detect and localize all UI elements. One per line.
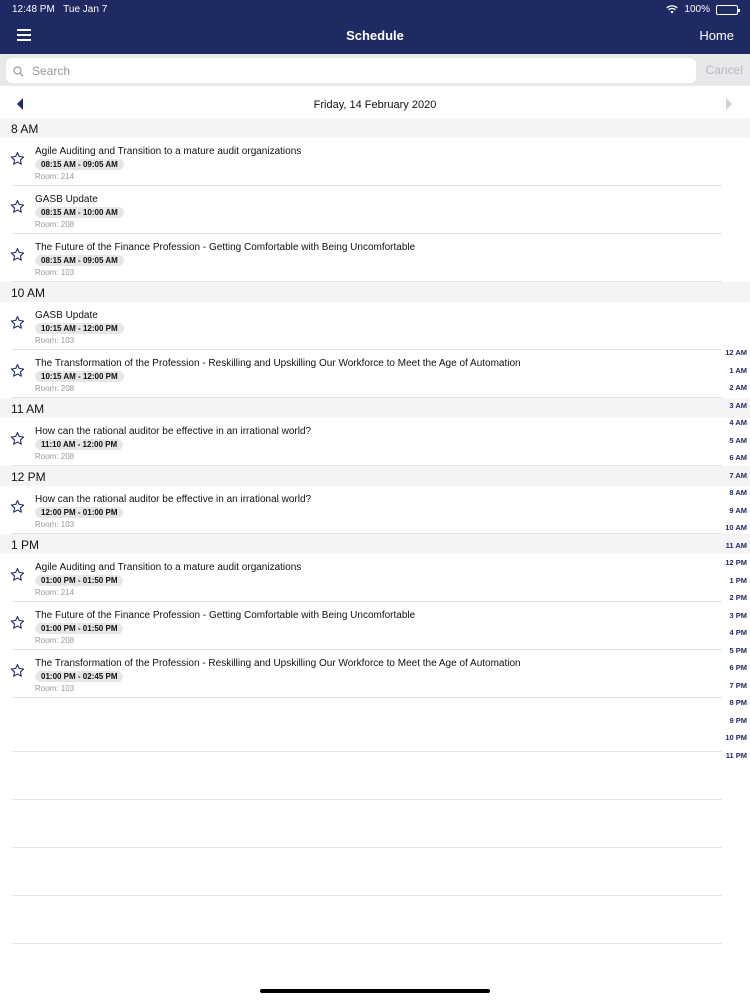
status-date: Tue Jan 7 xyxy=(63,4,108,15)
session-title: Agile Auditing and Transition to a mature audit organizations xyxy=(35,562,302,573)
current-date: Friday, 14 February 2020 xyxy=(313,99,437,111)
empty-row xyxy=(12,800,722,848)
page-title: Schedule xyxy=(346,28,404,43)
star-icon[interactable] xyxy=(10,567,25,587)
session-title: The Future of the Finance Profession - Getting Comfortable with Being Uncomfortable xyxy=(35,242,416,253)
battery-percent: 100% xyxy=(684,4,710,15)
session-time: 10:15 AM - 12:00 PM xyxy=(35,371,124,382)
hour-index-item[interactable]: 9 PM xyxy=(729,715,747,725)
star-icon[interactable] xyxy=(10,431,25,451)
section-header: 1 PM xyxy=(0,534,750,554)
search-bar xyxy=(0,54,750,86)
session-title: The Future of the Finance Profession - Getting Comfortable with Being Uncomfortable xyxy=(35,610,416,621)
row-divider xyxy=(12,465,722,466)
session-row[interactable] xyxy=(0,350,750,398)
star-icon[interactable] xyxy=(10,199,25,219)
section-header: 12 PM xyxy=(0,466,750,486)
session-row[interactable] xyxy=(0,554,750,602)
session-row[interactable] xyxy=(0,418,750,466)
star-icon[interactable] xyxy=(10,315,25,335)
session-room: Room: 103 xyxy=(35,684,75,693)
section-header: 8 AM xyxy=(0,118,750,138)
session-time: 01:00 PM - 02:45 PM xyxy=(35,671,123,682)
star-icon[interactable] xyxy=(10,151,25,171)
empty-rows xyxy=(0,704,750,944)
hour-index-item[interactable]: 11 PM xyxy=(725,750,747,760)
nav-bar xyxy=(0,18,750,54)
hour-index-item[interactable]: 8 AM xyxy=(729,488,747,497)
session-room: Room: 103 xyxy=(35,268,75,277)
row-divider xyxy=(12,533,722,534)
session-time: 08:15 AM - 09:05 AM xyxy=(35,255,124,266)
star-icon[interactable] xyxy=(10,247,25,267)
session-row[interactable] xyxy=(0,234,750,282)
battery-icon xyxy=(716,5,738,15)
session-time: 10:15 AM - 12:00 PM xyxy=(35,323,124,334)
hour-index-item[interactable]: 11 AM xyxy=(725,540,747,550)
section-header: 11 AM xyxy=(0,398,750,418)
hour-index-item[interactable]: 9 AM xyxy=(729,505,747,515)
session-title: How can the rational auditor be effective in an irrational world? xyxy=(35,426,312,437)
session-row[interactable] xyxy=(0,602,750,650)
session-room: Room: 208 xyxy=(35,636,75,645)
session-room: Room: 214 xyxy=(35,172,75,181)
hour-index-item[interactable]: 3 PM xyxy=(729,610,747,620)
empty-row xyxy=(12,848,722,896)
session-room: Room: 103 xyxy=(35,520,75,529)
cancel-button[interactable]: Cancel xyxy=(705,63,743,77)
empty-row xyxy=(12,704,722,752)
hour-index-item[interactable]: 10 AM xyxy=(725,523,747,532)
star-icon[interactable] xyxy=(10,615,25,635)
hour-index-item[interactable]: 4 PM xyxy=(729,628,747,637)
session-time: 12:00 PM - 01:00 PM xyxy=(35,507,123,518)
hour-index-item[interactable]: 12 PM xyxy=(725,558,747,567)
session-row[interactable] xyxy=(0,302,750,350)
hour-index-item[interactable]: 6 PM xyxy=(729,663,747,672)
wifi-icon xyxy=(666,5,678,14)
hour-index xyxy=(719,344,747,764)
hour-index-item[interactable]: 6 AM xyxy=(729,453,747,462)
hour-index-item[interactable]: 2 AM xyxy=(729,383,747,392)
hour-index-item[interactable]: 4 AM xyxy=(729,418,747,427)
hour-index-item[interactable]: 1 PM xyxy=(729,575,747,585)
session-title: How can the rational auditor be effective in an irrational world? xyxy=(35,494,312,505)
session-row[interactable] xyxy=(0,650,750,698)
session-time: 08:15 AM - 09:05 AM xyxy=(35,159,124,170)
hour-index-item[interactable]: 5 PM xyxy=(729,645,747,655)
status-bar xyxy=(0,0,750,18)
session-title: The Transformation of the Profession - Reskilling and Upskilling Our Workforce to Meet the Age of Automation xyxy=(35,658,521,669)
session-row[interactable] xyxy=(0,186,750,234)
next-day-arrow-icon[interactable] xyxy=(726,98,732,110)
session-title: Agile Auditing and Transition to a mature audit organizations xyxy=(35,146,302,157)
empty-row xyxy=(12,752,722,800)
session-time: 11:10 AM - 12:00 PM xyxy=(35,439,123,450)
star-icon[interactable] xyxy=(10,499,25,519)
hour-index-item[interactable]: 5 AM xyxy=(729,435,747,445)
session-row[interactable] xyxy=(0,486,750,534)
star-icon[interactable] xyxy=(10,663,25,683)
home-button[interactable]: Home xyxy=(699,28,734,43)
empty-row xyxy=(12,896,722,944)
row-divider xyxy=(12,281,722,282)
hour-index-item[interactable]: 7 AM xyxy=(729,470,747,480)
search-input[interactable] xyxy=(32,58,682,83)
session-time: 01:00 PM - 01:50 PM xyxy=(35,575,123,586)
hour-index-item[interactable]: 8 PM xyxy=(729,698,747,707)
session-room: Room: 208 xyxy=(35,452,75,461)
session-time: 08:15 AM - 10:00 AM xyxy=(35,207,124,218)
row-divider xyxy=(12,697,722,698)
hour-index-item[interactable]: 12 AM xyxy=(725,348,747,357)
hour-index-item[interactable]: 2 PM xyxy=(729,593,747,602)
search-field[interactable] xyxy=(6,58,696,83)
session-title: GASB Update xyxy=(35,310,98,321)
session-title: GASB Update xyxy=(35,194,98,205)
date-navigator xyxy=(0,92,750,118)
row-divider xyxy=(12,397,722,398)
session-title: The Transformation of the Profession - Reskilling and Upskilling Our Workforce to Meet the Age of Automation xyxy=(35,358,521,369)
session-room: Room: 208 xyxy=(35,384,75,393)
session-room: Room: 208 xyxy=(35,220,75,229)
top-bar xyxy=(0,0,750,86)
hour-index-item[interactable]: 1 AM xyxy=(729,365,747,375)
home-indicator xyxy=(260,989,490,993)
session-room: Room: 214 xyxy=(35,588,75,597)
status-right xyxy=(666,4,738,15)
star-icon[interactable] xyxy=(10,363,25,383)
hour-index-item[interactable]: 3 AM xyxy=(729,400,747,410)
session-row[interactable] xyxy=(0,138,750,186)
status-time: 12:48 PM Tue Jan 7 xyxy=(12,4,108,15)
hour-index-item[interactable]: 7 PM xyxy=(729,680,747,690)
session-time: 01:00 PM - 01:50 PM xyxy=(35,623,123,634)
schedule-list xyxy=(0,118,750,698)
section-header: 10 AM xyxy=(0,282,750,302)
session-room: Room: 103 xyxy=(35,336,75,345)
search-icon xyxy=(13,64,24,82)
hour-index-item[interactable]: 10 PM xyxy=(725,733,747,742)
